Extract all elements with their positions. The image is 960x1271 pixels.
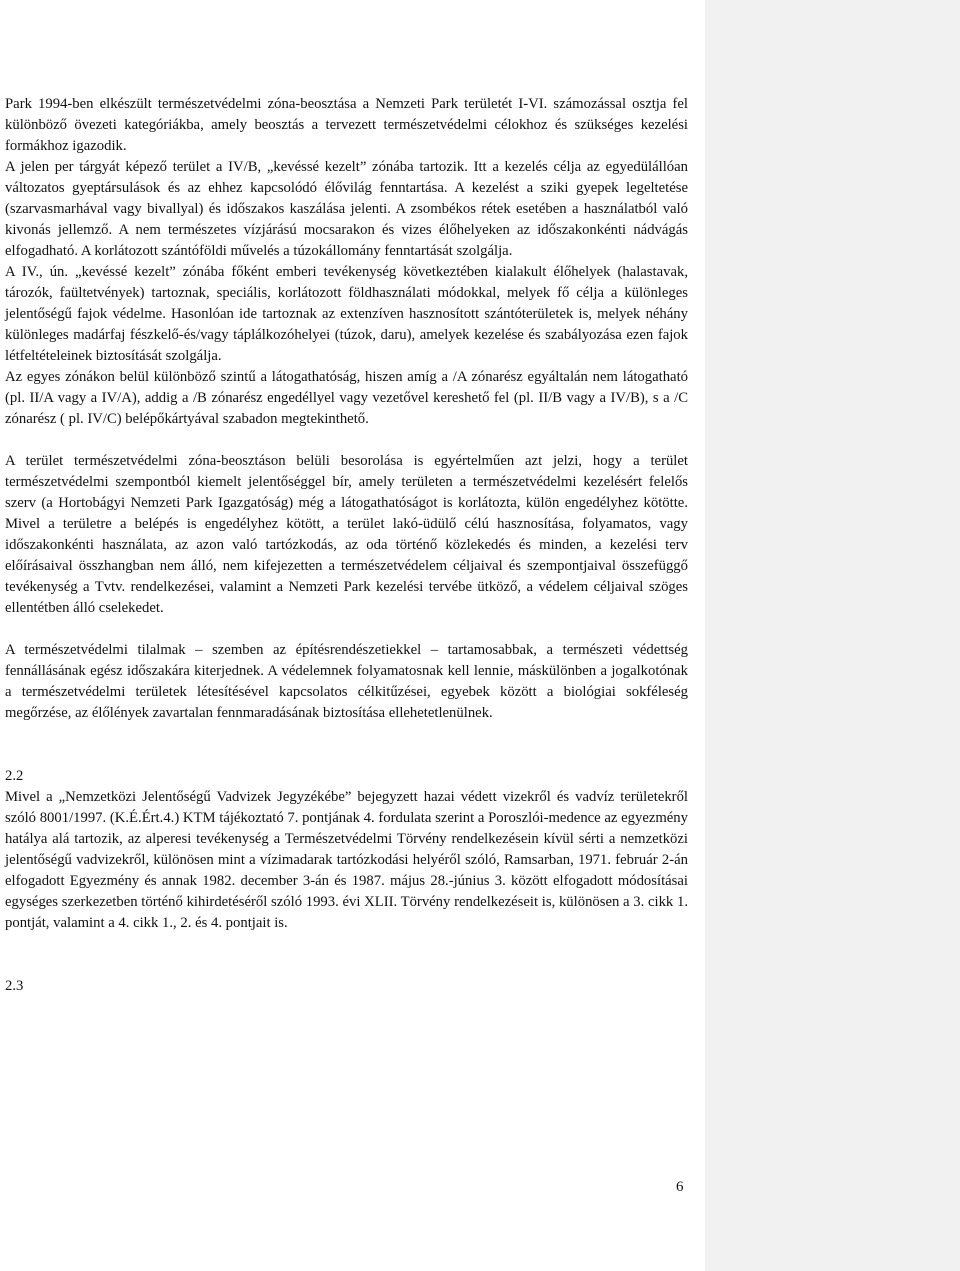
paragraph-zone-iv: A IV., ún. „kevéssé kezelt” zónába főként emberi tevékenység következtében kialakult élőhelyek (halastavak, tározók, faültetvények) tartoznak, speciális, korlátozott földhasználati módokkal, melyek fő célja a különleges jelentőségű fajok védelme. Hasonlóan ide tartoznak az extenzíven hasznosított szántóterületek is, melyek néhány különleges madárfaj fészkelő-és/vagy táplálkozóhelyei (túzok, daru), amelyek kezelése és szabályozása ezen fajok létfeltételeinek biztosítását szolgálja. [5, 264, 688, 364]
paragraph-visitability: Az egyes zónákon belül különböző szintű a látogathatóság, hiszen amíg a /A zónarész egyáltalán nem látogatható (pl. II/A vagy a IV/A), addig a /B zónarész engedéllyel vagy vezetővel kereshető fel (pl. II/B vagy a IV/B), s a /C zónarész ( pl. IV/C) belépőkártyával szabadon megtekinthető. [5, 369, 688, 427]
section-2-2-number: 2.2 [5, 768, 24, 784]
paragraph-prohibitions: A természetvédelmi tilalmak – szemben az építésrendészetiekkel – tartamosabbak, a természeti védettség fennállásának egész időszakára kiterjednek. A védelemnek folyamatosnak kell lennie, máskülönben a jogalkotónak a természetvédelmi területek létesítésével kapcsolatos célkitűzései, egyebek között a biológiai sokféleség megőrzése, az élőlények zavartalan fennmaradásának biztosítása ellehetetlenülnek. [5, 642, 688, 721]
side-panel [705, 0, 960, 1271]
paragraph-classification: A terület természetvédelmi zóna-beosztáson belüli besorolása is egyértelműen azt jelzi, hogy a terület természetvédelmi szempontból kiemelt jelentőséggel bír, amely területen a természetvédelmi kezelésért felelős szerv (a Hortobágyi Nemzeti Park Igazgatóság) még a látogathatóságot is korlátozta, külön engedélyhez kötötte. Mivel a területre a belépés is engedélyhez kötött, a terület lakó-üdülő célú hasznosítása, folyamatos, vagy időszakonkénti használata, az azon való tartózkodás, az oda történő közlekedés és minden, a kezelési terv előírásaival összhangban nem álló, nem kifejezetten a természetvédelem céljaival és szempontjaival összefüggő tevékenység a Tvtv. rendelkezései, valamint a Nemzeti Park kezelési tervébe ütköző, a védelem céljaival szöges ellentétben álló cselekedet. [5, 453, 688, 616]
paragraph-zone-ivb: A jelen per tárgyát képező terület a IV/B, „kevéssé kezelt” zónába tartozik. Itt a kezelés célja az egyedülállóan változatos gyeptársulások és az ehhez kapcsolódó élővilág fenntartása. A kezelést a sziki gyepek legeltetése (szarvasmarhával vagy bivallyal) és időszakos kaszálása jelenti. A zsombékos rétek esetében a használatból való kivonás jellemző. A nem természetes vízjárású mocsarakon és vizes élőhelyeken az időszakonkénti nádvágás elfogadható. A korlátozott szántóföldi művelés a túzokállomány fenntartását szolgálja. [5, 159, 688, 259]
section-2-2-text: Mivel a „Nemzetközi Jelentőségű Vadvizek Jegyzékébe” bejegyzett hazai védett vizekről és vadvíz területekről szóló 8001/1997. (K.É.Ért.4.) KTM tájékoztató 7. pontjának 4. fordulata szerint a Poroszlói-medence az egyezmény hatálya alá tartozik, az alperesi tevékenység a Természetvédelmi Törvény rendelkezésein kívül sérti a nemzetközi jelentőségű vadvizekről, különösen mint a vízimadarak tartózkodási helyéről szóló, Ramsarban, 1971. február 2-án elfogadott Egyezmény és annak 1982. december 3-án és 1987. május 28.-június 3. között elfogadott módosításai egységes szerkezetben történő kihirdetéséről szóló 1993. évi XLII. Törvény rendelkezéseit is, különösen a 3. cikk 1. pontját, valamint a 4. cikk 1., 2. és 4. pontjait is. [5, 789, 688, 931]
section-2-3-number: 2.3 [5, 978, 24, 994]
page-number: 6 [676, 1179, 684, 1195]
paragraph-zones-intro: Park 1994-ben elkészült természetvédelmi zóna-beosztása a Nemzeti Park területét I-VI. számozással osztja fel különböző övezeti kategóriákba, amely beosztás a tervezett természetvédelmi célokhoz és szükséges kezelési formákhoz igazodik. [5, 96, 688, 154]
document-body [5, 94, 688, 997]
